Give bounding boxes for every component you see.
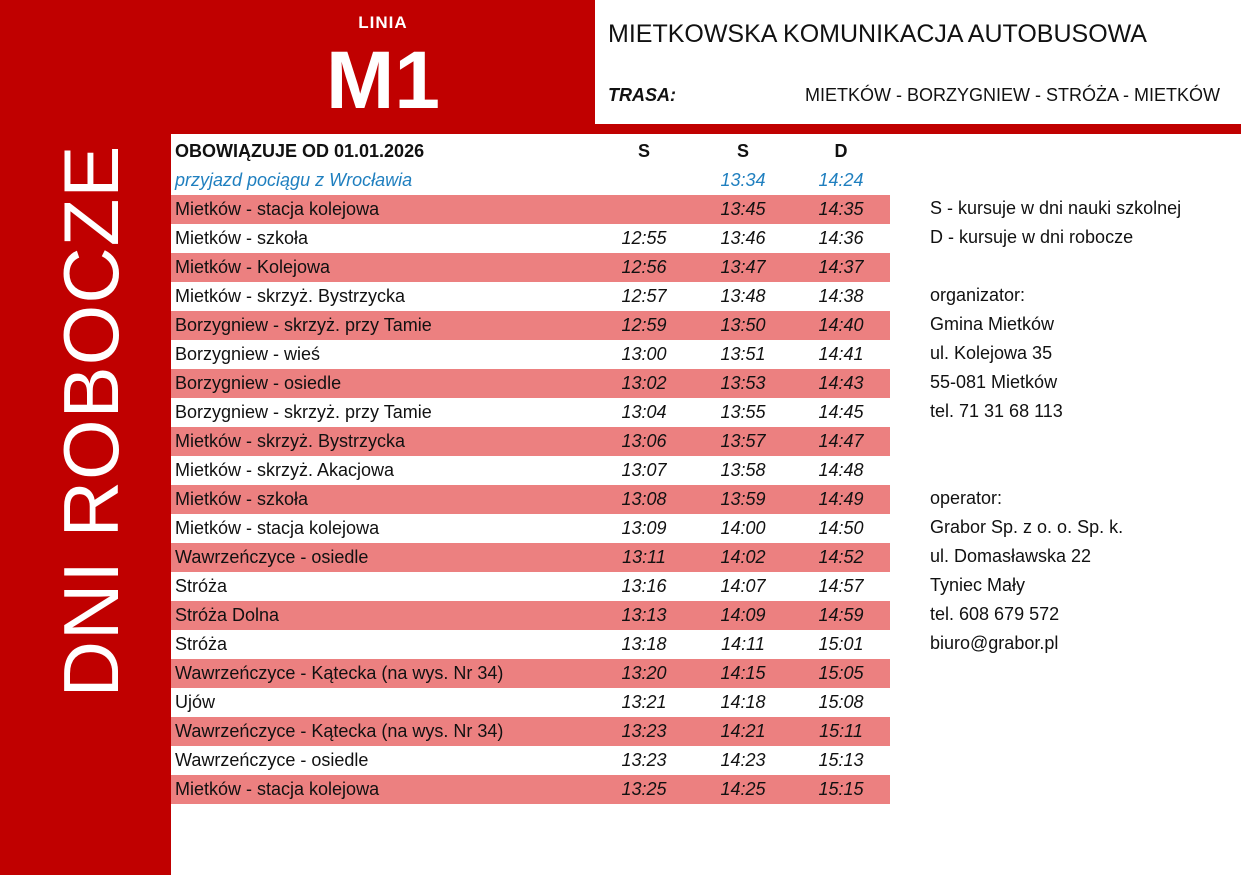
timetable-row bbox=[171, 572, 890, 601]
departure-time: 13:23 bbox=[621, 721, 667, 741]
stop-name: Ujów bbox=[175, 692, 216, 712]
departure-time: 14:02 bbox=[720, 547, 766, 567]
departure-time: 12:55 bbox=[621, 228, 667, 248]
route-value: MIETKÓW - BORZYGNIEW - STRÓŻA - MIETKÓW bbox=[805, 85, 1220, 105]
timetable-row bbox=[171, 659, 890, 688]
stop-name: Stróża bbox=[175, 576, 228, 596]
departure-time: 13:47 bbox=[720, 257, 766, 277]
departure-time: 13:45 bbox=[720, 199, 766, 219]
departure-time: 14:00 bbox=[720, 518, 766, 538]
departure-time: 14:38 bbox=[818, 286, 864, 306]
stop-name: Stróża Dolna bbox=[175, 605, 280, 625]
departure-time: 15:11 bbox=[819, 721, 863, 741]
column-header: S bbox=[736, 141, 749, 161]
departure-time: 14:45 bbox=[818, 402, 864, 422]
departure-time: 13:08 bbox=[621, 489, 667, 509]
line-number: M1 bbox=[326, 35, 440, 126]
departure-time: 15:08 bbox=[818, 692, 864, 712]
departure-time: 13:06 bbox=[621, 431, 667, 451]
stop-name: Mietków - szkoła bbox=[175, 489, 309, 509]
departure-time: 14:36 bbox=[818, 228, 864, 248]
departure-time: 15:05 bbox=[818, 663, 864, 683]
valid-from: OBOWIĄZUJE OD 01.01.2026 bbox=[175, 141, 425, 161]
stop-name: Borzygniew - wieś bbox=[175, 344, 321, 364]
stop-name: Stróża bbox=[175, 634, 228, 654]
operator-name: Grabor Sp. z o. o. Sp. k. bbox=[930, 517, 1124, 537]
line-label: LINIA bbox=[358, 13, 408, 32]
departure-time: 15:15 bbox=[818, 779, 864, 799]
stop-name: Mietków - skrzyż. Akacjowa bbox=[175, 460, 395, 480]
departure-time: 13:55 bbox=[720, 402, 766, 422]
timetable-row bbox=[171, 224, 890, 253]
legend-d: D - kursuje w dni robocze bbox=[930, 227, 1134, 247]
departure-time: 13:50 bbox=[720, 315, 766, 335]
stop-name: Wawrzeńczyce - Kątecka (na wys. Nr 34) bbox=[175, 663, 504, 683]
departure-time: 13:51 bbox=[720, 344, 766, 364]
departure-time: 14:35 bbox=[818, 199, 864, 219]
organizer-label: organizator: bbox=[930, 285, 1026, 305]
departure-time: 13:02 bbox=[621, 373, 667, 393]
timetable-header bbox=[171, 137, 890, 166]
organizer-phone: tel. 71 31 68 113 bbox=[930, 401, 1063, 421]
stop-name: Mietków - stacja kolejowa bbox=[175, 779, 380, 799]
departure-time: 12:56 bbox=[621, 257, 667, 277]
timetable-row bbox=[171, 746, 890, 775]
timetable-row bbox=[171, 630, 890, 659]
arrival-time: 14:24 bbox=[818, 170, 864, 190]
departure-time: 14:49 bbox=[818, 489, 864, 509]
operator-city: Tyniec Mały bbox=[930, 575, 1026, 595]
departure-time: 13:20 bbox=[621, 663, 667, 683]
timetable-row bbox=[171, 282, 890, 311]
departure-time: 13:07 bbox=[621, 460, 667, 480]
operator-label: operator: bbox=[930, 488, 1003, 508]
header-underline bbox=[595, 124, 1241, 134]
departure-time: 15:13 bbox=[818, 750, 864, 770]
stop-name: Borzygniew - skrzyż. przy Tamie bbox=[175, 402, 432, 422]
stop-name: Mietków - skrzyż. Bystrzycka bbox=[175, 431, 406, 451]
organizer-city: 55-081 Mietków bbox=[930, 372, 1058, 392]
departure-time: 14:52 bbox=[818, 547, 864, 567]
stop-name: Borzygniew - osiedle bbox=[175, 373, 342, 393]
departure-time: 13:16 bbox=[621, 576, 667, 596]
arrival-time: 13:34 bbox=[720, 170, 766, 190]
departure-time: 14:21 bbox=[720, 721, 766, 741]
route-label: TRASA: bbox=[608, 85, 676, 105]
departure-time: 14:25 bbox=[720, 779, 766, 799]
stop-name: Wawrzeńczyce - Kątecka (na wys. Nr 34) bbox=[175, 721, 504, 741]
departure-time: 12:57 bbox=[621, 286, 667, 306]
departure-time: 13:11 bbox=[622, 547, 666, 567]
departure-time: 13:59 bbox=[720, 489, 766, 509]
stop-name: Mietków - stacja kolejowa bbox=[175, 199, 380, 219]
stop-name: Mietków - stacja kolejowa bbox=[175, 518, 380, 538]
timetable-row bbox=[171, 688, 890, 717]
operator-phone: tel. 608 679 572 bbox=[930, 604, 1060, 624]
legend-s: S - kursuje w dni nauki szkolnej bbox=[930, 198, 1182, 218]
timetable-row bbox=[171, 775, 890, 804]
departure-time: 14:09 bbox=[720, 605, 766, 625]
departure-time: 14:48 bbox=[818, 460, 864, 480]
departure-time: 14:57 bbox=[818, 576, 864, 596]
organizer-name: Gmina Mietków bbox=[930, 314, 1055, 334]
train-arrival-row bbox=[171, 166, 890, 195]
timetable-row bbox=[171, 514, 890, 543]
departure-time: 14:18 bbox=[720, 692, 766, 712]
timetable-row bbox=[171, 195, 890, 224]
timetable-row bbox=[171, 253, 890, 282]
timetable-row bbox=[171, 398, 890, 427]
day-type-label: DNI ROBOCZE bbox=[47, 144, 135, 698]
stop-name: Mietków - szkoła bbox=[175, 228, 309, 248]
timetable-row bbox=[171, 369, 890, 398]
column-header: S bbox=[637, 141, 650, 161]
stop-name: Wawrzeńczyce - osiedle bbox=[175, 547, 369, 567]
departure-time: 12:59 bbox=[621, 315, 667, 335]
arrival-label: przyjazd pociągu z Wrocławia bbox=[175, 170, 413, 190]
departure-time: 14:59 bbox=[818, 605, 864, 625]
departure-time: 13:23 bbox=[621, 750, 667, 770]
departure-time: 14:41 bbox=[818, 344, 864, 364]
departure-time: 13:09 bbox=[621, 518, 667, 538]
departure-time: 14:43 bbox=[818, 373, 864, 393]
departure-time: 14:40 bbox=[818, 315, 864, 335]
timetable-row bbox=[171, 456, 890, 485]
departure-time: 14:11 bbox=[721, 634, 765, 654]
stop-name: Mietków - skrzyż. Bystrzycka bbox=[175, 286, 406, 306]
departure-time: 13:21 bbox=[621, 692, 667, 712]
departure-time: 15:01 bbox=[818, 634, 864, 654]
departure-time: 13:13 bbox=[621, 605, 667, 625]
stop-name: Wawrzeńczyce - osiedle bbox=[175, 750, 369, 770]
departure-time: 13:58 bbox=[720, 460, 766, 480]
departure-time: 13:57 bbox=[720, 431, 766, 451]
departure-time: 13:53 bbox=[720, 373, 766, 393]
timetable-row bbox=[171, 427, 890, 456]
departure-time: 14:37 bbox=[818, 257, 864, 277]
stop-name: Mietków - Kolejowa bbox=[175, 257, 331, 277]
departure-time: 13:00 bbox=[621, 344, 667, 364]
timetable-row bbox=[171, 311, 890, 340]
operator-street: ul. Domasławska 22 bbox=[930, 546, 1092, 566]
organizer-street: ul. Kolejowa 35 bbox=[930, 343, 1053, 363]
timetable-row bbox=[171, 340, 890, 369]
timetable-row bbox=[171, 543, 890, 572]
departure-time: 13:04 bbox=[621, 402, 667, 422]
departure-time: 14:07 bbox=[720, 576, 766, 596]
company-name: MIETKOWSKA KOMUNIKACJA AUTOBUSOWA bbox=[608, 20, 1147, 48]
column-header: D bbox=[834, 141, 848, 161]
timetable-row bbox=[171, 485, 890, 514]
departure-time: 14:50 bbox=[818, 518, 864, 538]
departure-time: 14:23 bbox=[720, 750, 766, 770]
departure-time: 13:48 bbox=[720, 286, 766, 306]
departure-time: 14:47 bbox=[818, 431, 864, 451]
operator-email[interactable]: biuro@grabor.pl bbox=[930, 633, 1059, 653]
departure-time: 13:46 bbox=[720, 228, 766, 248]
timetable-row bbox=[171, 717, 890, 746]
timetable-row bbox=[171, 601, 890, 630]
departure-time: 13:25 bbox=[621, 779, 667, 799]
stop-name: Borzygniew - skrzyż. przy Tamie bbox=[175, 315, 432, 335]
departure-time: 14:15 bbox=[720, 663, 766, 683]
departure-time: 13:18 bbox=[621, 634, 667, 654]
